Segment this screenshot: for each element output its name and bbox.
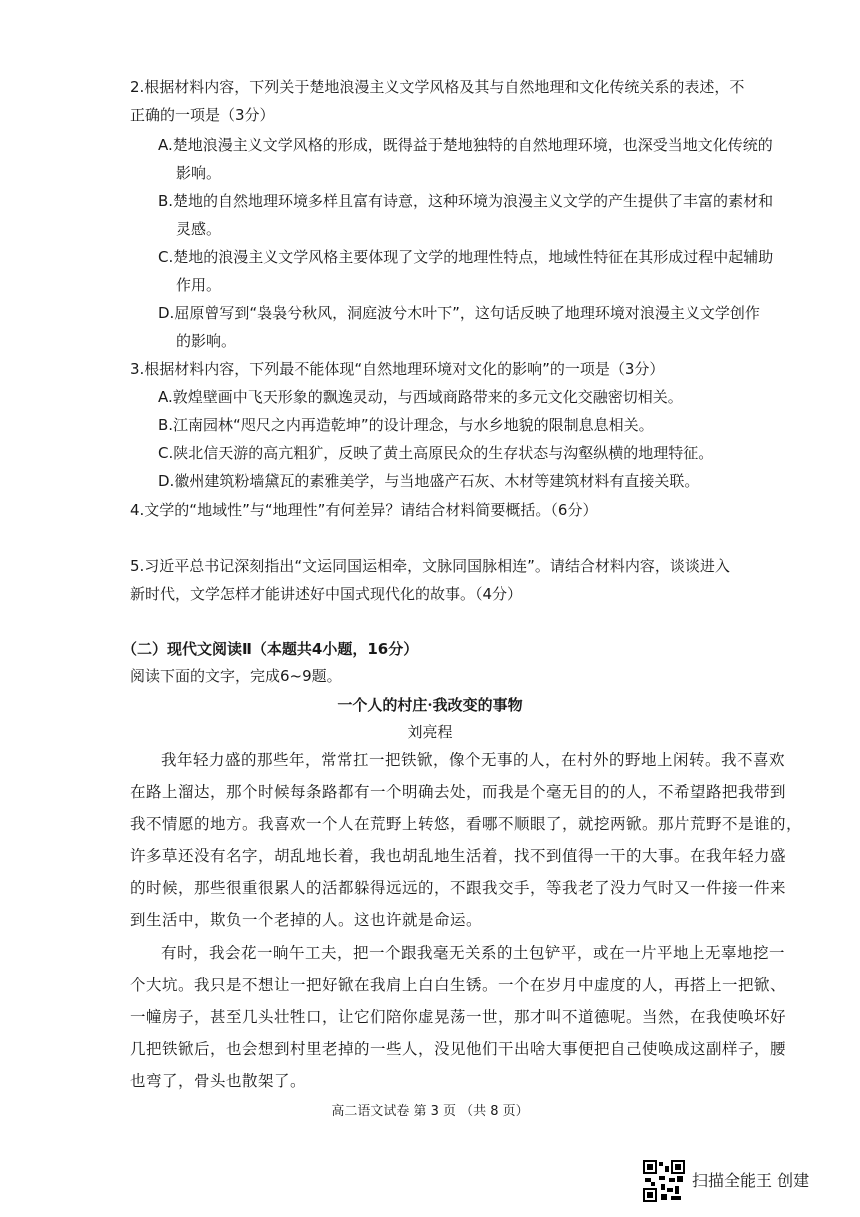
article-title: 一个人的村庄·我改变的事物 bbox=[337, 696, 523, 714]
q3-option-b: B.江南园林“咫尺之内再造乾坤”的设计理念，与水乡地貌的限制息息相关。 bbox=[158, 416, 654, 434]
paragraph-line: 我不情愿的地方。我喜欢一个人在荒野上转悠，看哪不顺眼了，就挖两锨。那片荒野不是谁的， bbox=[130, 815, 803, 833]
q2-option-d-line1: D.屈原曾写到“袅袅兮秋风，洞庭波兮木叶下”，这句话反映了地理环境对浪漫主义文学创作 bbox=[158, 304, 760, 322]
q2-option-b-line2: 灵感。 bbox=[176, 220, 222, 238]
page-footer: 高二语文试卷 第 3 页 （共 8 页） bbox=[331, 1104, 529, 1119]
q3-option-a: A.敦煌壁画中飞天形象的飘逸灵动，与西域商路带来的多元文化交融密切相关。 bbox=[158, 388, 683, 406]
q3-option-c: C.陕北信天游的高亢粗犷，反映了黄土高原民众的生存状态与沟壑纵横的地理特征。 bbox=[158, 444, 714, 462]
paragraph-line: 许多草还没有名字，胡乱地长着，我也胡乱地生活着，找不到值得一干的大事。在我年轻力盛 bbox=[130, 847, 787, 865]
paragraph-line: 我年轻力盛的那些年，常常扛一把铁锨，像个无事的人，在村外的野地上闲转。我不喜欢 bbox=[161, 751, 786, 769]
q2-option-a-line2: 影响。 bbox=[176, 164, 222, 182]
q4-stem: 4.文学的“地域性”与“地理性”有何差异？请结合材料简要概括。（6分） bbox=[130, 501, 598, 519]
q2-option-c-line1: C.楚地的浪漫主义文学风格主要体现了文学的地理性特点，地域性特征在其形成过程中起辅助 bbox=[158, 248, 774, 266]
q5-stem-line2: 新时代，文学怎样才能讲述好中国式现代化的故事。（4分） bbox=[130, 585, 523, 603]
paragraph-line: 一幢房子，甚至几头壮牲口，让它们陪你虚晃荡一世，那才叫不道德呢。当然，在我使唤坏好 bbox=[130, 1008, 787, 1026]
paragraph-line: 个大坑。我只是不想让一把好锨在我肩上白白生锈。一个在岁月中虚度的人，再搭上一把锨、 bbox=[130, 976, 787, 994]
q2-option-a-line1: A.楚地浪漫主义文学风格的形成，既得益于楚地独特的自然地理环境，也深受当地文化传统的 bbox=[158, 136, 773, 154]
qr-code-icon bbox=[643, 1160, 685, 1202]
article-author: 刘亮程 bbox=[407, 723, 453, 741]
q2-stem-line1: 2.根据材料内容，下列关于楚地浪漫主义文学风格及其与自然地理和文化传统关系的表述，不 bbox=[130, 78, 745, 96]
paragraph-line: 也弯了，骨头也散架了。 bbox=[130, 1072, 307, 1090]
q2-stem-line2: 正确的一项是（3分） bbox=[130, 106, 275, 124]
section-instruction: 阅读下面的文字，完成6~9题。 bbox=[130, 667, 342, 685]
section-heading: （二）现代文阅读Ⅱ（本题共4小题，16分） bbox=[122, 640, 419, 658]
q3-option-d: D.徽州建筑粉墙黛瓦的素雅美学，与当地盛产石灰、木材等建筑材料有直接关联。 bbox=[158, 472, 700, 490]
paragraph-line: 在路上溜达，那个时候每条路都有一个明确去处，而我是个毫无目的的人，不希望路把我带到 bbox=[130, 783, 787, 801]
paragraph-line: 的时候，那些很重很累人的活都躲得远远的，不跟我交手，等我老了没力气时又一件接一件来 bbox=[130, 879, 787, 897]
paragraph-line: 到生活中，欺负一个老掉的人。这也许就是命运。 bbox=[130, 911, 483, 929]
q5-stem-line1: 5.习近平总书记深刻指出“文运同国运相牵，文脉同国脉相连”。请结合材料内容，谈谈进入 bbox=[130, 557, 730, 575]
scanner-watermark-text: 扫描全能王 创建 bbox=[692, 1171, 810, 1190]
q3-stem: 3.根据材料内容，下列最不能体现“自然地理环境对文化的影响”的一项是（3分） bbox=[130, 360, 665, 378]
q2-option-d-line2: 的影响。 bbox=[176, 332, 237, 350]
paragraph-line: 几把铁锨后，也会想到村里老掉的一些人，没见他们干出啥大事便把自己使唤成这副样子，腰 bbox=[130, 1040, 787, 1058]
q2-option-b-line1: B.楚地的自然地理环境多样且富有诗意，这种环境为浪漫主义文学的产生提供了丰富的素材和 bbox=[158, 192, 774, 210]
q2-option-c-line2: 作用。 bbox=[176, 276, 222, 294]
paragraph-line: 有时，我会花一晌午工夫，把一个跟我毫无关系的土包铲平，或在一片平地上无辜地挖一 bbox=[161, 944, 786, 962]
